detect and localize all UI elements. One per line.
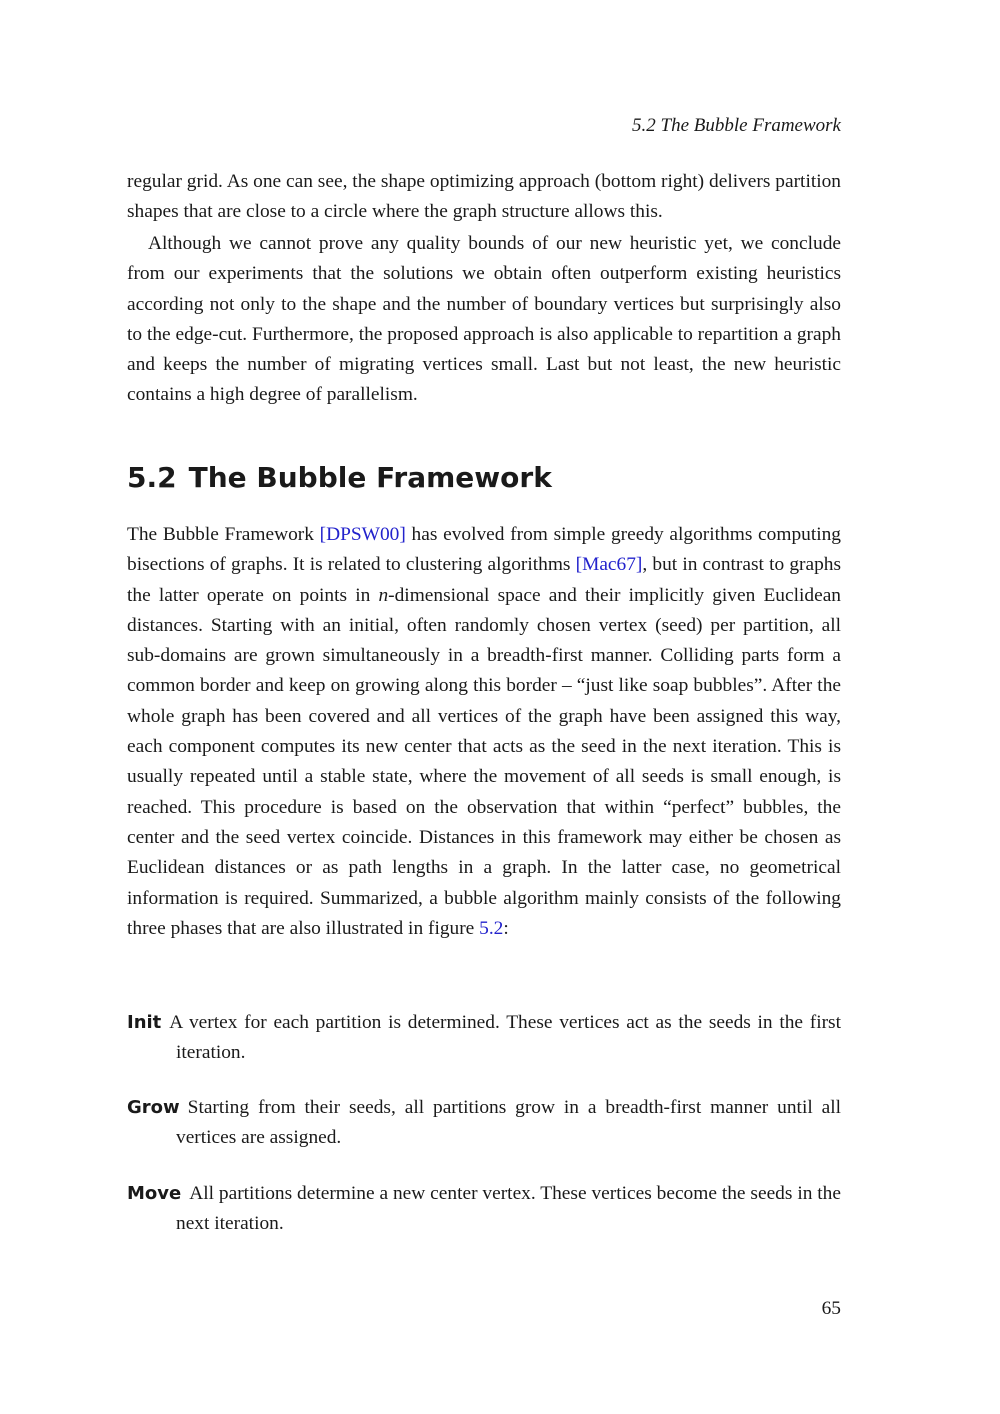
phase-term: Init — [127, 1012, 162, 1033]
figure-reference-link[interactable]: 5.2 — [479, 917, 504, 939]
citation-link-dpsw00[interactable]: [DPSW00] — [319, 524, 406, 545]
text-run: has evolved from simple greedy algorithms computing bisections of graphs. It is related to clustering algorithms — [127, 524, 842, 576]
math-variable-n: n — [378, 584, 389, 606]
phase-description: Starting from their seeds, all partitions grow in a breadth-first manner until all vertices are assigned. — [176, 1097, 841, 1149]
text-run: : — [503, 917, 509, 939]
text-run: , but in contrast to graphs the latter operate on points in — [127, 554, 842, 606]
paragraph-heuristic-summary: Although we cannot prove any quality bounds of our new heuristic yet, we conclude from our experiments that the solutions we obtain often outperform existing heuristics according not only to the shape and the number of boundary vertices but surprisingly also to the edge-cut. Furthermore, the proposed approach is also applicable to repartition a graph and keeps the number of migrating vertices small. Last but not least, the new heuristic contains a high degree of parallelism. — [127, 233, 841, 406]
section-heading — [127, 458, 841, 498]
paragraph-bubble-framework — [127, 520, 841, 944]
citation-link-mac67[interactable]: [Mac67] — [575, 554, 643, 576]
phase-description: A vertex for each partition is determined. These vertices act as the seeds in the first iteration. — [169, 1012, 841, 1064]
paragraph-intro-continuation: regular grid. As one can see, the shape optimizing approach (bottom right) delivers partition shapes that are close to a circle where the graph structure allows this. — [127, 171, 841, 223]
phase-description: All partitions determine a new center vertex. These vertices become the seeds in the next iteration. — [176, 1183, 841, 1235]
phase-item-move — [127, 1179, 841, 1240]
phase-item-grow — [127, 1093, 841, 1154]
phase-term: Grow — [127, 1097, 180, 1118]
section-number: 5.2 — [127, 461, 177, 494]
phase-item-init — [127, 1008, 841, 1069]
text-run: The Bubble Framework — [127, 524, 320, 545]
text-run: -dimensional space and their implicitly given Euclidean distances. Starting with an initial, often randomly chosen vertex (seed) per partition, all sub-domains are grown simultaneously in a breadth-first manner. Colliding parts form a common border and keep on growing along this border – “just like soap bubbles”. After the whole graph has been covered and all vertices of the graph have been assigned this way, each component computes its new center that acts as the seed in the next iteration. This is usually repeated until a stable state, where the movement of all seeds is small enough, is reached. This procedure is based on the observation that within “perfect” bubbles, the center and the seed vertex coincide. Distances in this framework may either be chosen as Euclidean distances or as path lengths in a graph. In the latter case, no geometrical information is required. Summarized, a bubble algorithm mainly consists of the following three phases that are also illustrated in figure — [127, 584, 841, 939]
page-number: 65 — [821, 1298, 841, 1319]
phase-term: Move — [127, 1183, 182, 1204]
running-header: 5.2 The Bubble Framework — [632, 115, 841, 136]
section-title: The Bubble Framework — [188, 461, 552, 494]
